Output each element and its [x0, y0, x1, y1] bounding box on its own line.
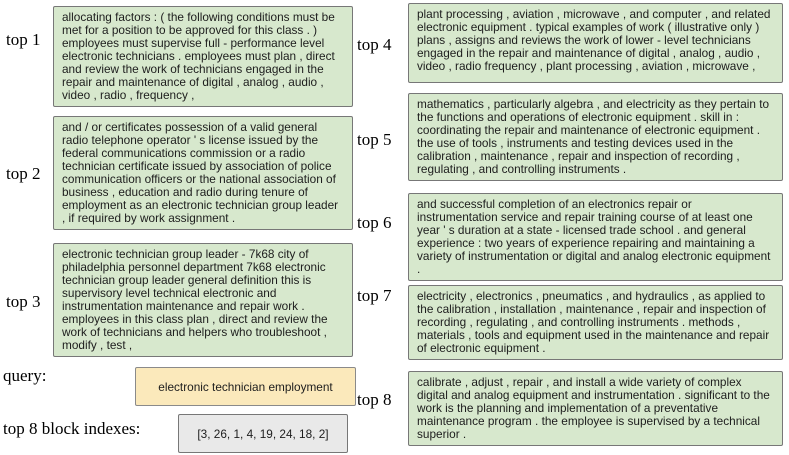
block-indexes-label: top 8 block indexes: [3, 419, 141, 438]
retrieved-block-top-2: and / or certificates possession of a valid general radio telephone operator ' s license issued by the federal communications commission or a radio technician certificate issued by association of police communication officers or the national association of business , education and radio during tenure of employment as an electronic technician group leader , if required by work assignment . [53, 116, 353, 230]
rank-label-top-4: top 4 [357, 35, 392, 54]
rank-label-top-7: top 7 [357, 286, 392, 305]
retrieved-block-top-4: plant processing , aviation , microwave , and computer , and related electronic equipment . typical examples of work ( illustrative only ) plans , assigns and reviews the work of lower - level technicians engaged in the repair and maintenance of digital , analog , audio , video , radio frequency , plant processing , aviation , microwave , [408, 3, 783, 83]
rank-label-top-3: top 3 [6, 292, 41, 311]
rank-label-top-6: top 6 [357, 213, 392, 232]
rank-label-top-5: top 5 [357, 130, 392, 149]
retrieved-block-top-7: electricity , electronics , pneumatics , and hydraulics , as applied to the calibration , installation , maintenance , repair and inspection of recording , regulating , and controlling instruments . methods , materials , tools and equipment used in the maintenance and repair of electronic equipment . [408, 285, 783, 360]
query-box: electronic technician employment [135, 367, 356, 406]
retrieved-block-top-5: mathematics , particularly algebra , and electricity as they pertain to the functions and operations of electronic equipment . skill in : coordinating the repair and maintenance of electronic equipment . the use of tools , instruments and testing devices used in the calibration , maintenance , repair and inspection of recording , regulating , and controlling instruments . [408, 93, 783, 181]
rank-label-top-2: top 2 [6, 164, 41, 183]
block-indexes-box: [3, 26, 1, 4, 19, 24, 18, 2] [178, 414, 348, 453]
rank-label-top-1: top 1 [6, 30, 41, 49]
query-label: query: [3, 366, 47, 385]
retrieved-block-top-3: electronic technician group leader - 7k68 city of philadelphia personnel department 7k68 electronic technician group leader general definition this is supervisory level technical electronic and instrumentation maintenance and repair work . employees in this class plan , direct and review the work of technicians and helpers who troubleshoot , modify , test , [53, 243, 353, 357]
retrieved-block-top-6: and successful completion of an electronics repair or instrumentation service and repair training course of at least one year ' s duration at a state - licensed trade school . and general experience : two years of experience repairing and maintaining a variety of instrumentation or digital and analog electronic equipment . [408, 193, 783, 281]
retrieved-block-top-8: calibrate , adjust , repair , and install a wide variety of complex digital and analog equipment and instrumentation . significant to the work is the planning and implementation of a preventative maintenance program . the employee is supervised by a technical superior . [408, 371, 783, 446]
rank-label-top-8: top 8 [357, 390, 392, 409]
retrieved-block-top-1: allocating factors : ( the following conditions must be met for a position to be approved for this class . ) employees must supervise full - performance level electronic technicians . employees must plan , direct and review the work of technicians engaged in the repair and maintenance of digital , analog , audio , video , radio , frequency , [53, 6, 353, 107]
